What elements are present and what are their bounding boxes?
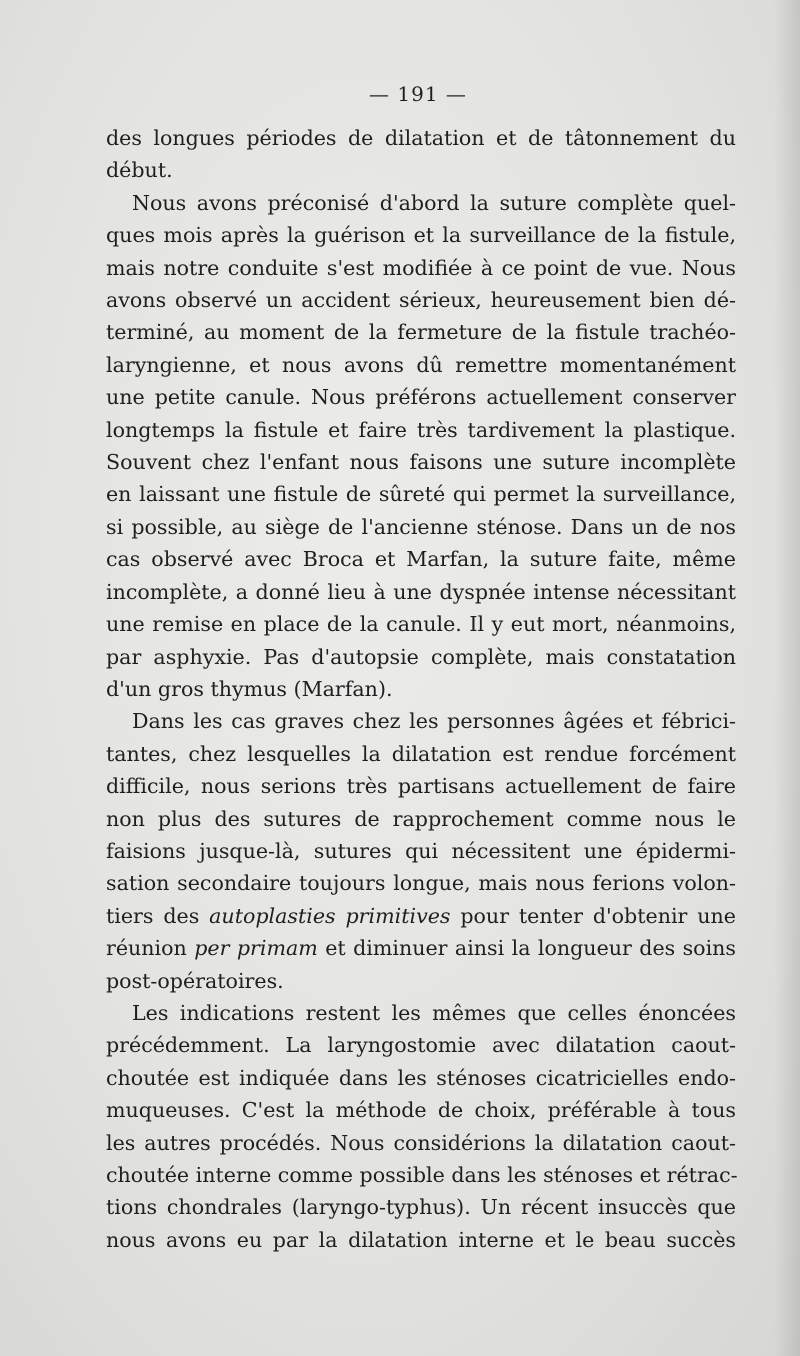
text-line: précédemment. La laryngostomie avec dilatation caout- [106,1033,736,1058]
text-line: réunion per primam et diminuer ainsi la longueur des soins [106,936,736,961]
text-line: tions chondrales (laryngo-typhus). Un récent insuccès que [106,1195,736,1220]
text-line: choutée interne comme possible dans les sténoses et rétrac- [106,1163,738,1187]
text-line: non plus des sutures de rapprochement comme nous le [106,806,736,831]
text-line: une petite canule. Nous préférons actuellement conserver [106,385,736,410]
italic-phrase: autoplasties primitives [209,903,451,928]
text-line: tantes, chez lesquelles la dilatation est rendue forcément [106,741,736,766]
text-line: tiers des autoplasties primitives pour tenter d'obtenir une [106,903,736,928]
paragraph [106,705,736,997]
text-line: choutée est indiquée dans les sténoses cicatricielles endo- [106,1065,736,1090]
text-line: des longues périodes de dilatation et de tâtonnement du [106,126,736,150]
text-line: début. [106,158,173,183]
text-line: mais notre conduite s'est modifiée à ce point de vue. Nous [106,255,736,280]
text-line: Nous avons préconisé d'abord la suture complète quel- [132,190,736,215]
text-line: avons observé un accident sérieux, heureusement bien dé- [106,288,736,313]
text-line: en laissant une fistule de sûreté qui permet la surveillance, [106,482,736,507]
text-line: longtemps la fistule et faire très tardivement la plastique. [106,417,736,442]
text-line: sation secondaire toujours longue, mais nous ferions volon- [106,871,736,896]
text-line: Dans les cas graves chez les personnes âgées et fébrici- [132,709,736,734]
text-line: laryngienne, et nous avons dû remettre momentanément [106,352,736,377]
text-line: cas observé avec Broca et Marfan, la suture faite, même [106,547,736,572]
text-line: post-opératoires. [106,968,284,993]
paragraph [106,122,736,187]
italic-phrase: per primam [194,936,318,961]
text-line: ques mois après la guérison et la surveillance de la fistule, [106,223,736,248]
paragraph [106,187,736,706]
text-line: les autres procédés. Nous considérions la dilatation caout- [106,1130,736,1155]
text-line: nous avons eu par la dilatation interne et le beau succès [106,1227,736,1252]
text-line: d'un gros thymus (Marfan). [106,676,393,701]
text-line: par asphyxie. Pas d'autopsie complète, mais constatation [106,644,736,669]
text-line: une remise en place de la canule. Il y eut mort, néanmoins, [106,612,736,637]
paragraph [106,997,736,1256]
text-line: Les indications restent les mêmes que celles énoncées [132,1000,736,1025]
text-line: Souvent chez l'enfant nous faisons une suture incomplète [106,450,736,475]
text-line: faisions jusque-là, sutures qui nécessitent une épidermi- [106,838,736,863]
text-line: muqueuses. C'est la méthode de choix, préférable à tous [106,1098,736,1123]
text-line: difficile, nous serions très partisans actuellement de faire [106,774,736,799]
text-line: incomplète, a donné lieu à une dyspnée intense nécessitant [106,579,736,604]
page-number: — 191 — [369,82,467,106]
text-line: terminé, au moment de la fermeture de la fistule trachéo- [106,320,736,345]
text-body [106,122,736,1256]
text-line: si possible, au siège de l'ancienne sténose. Dans un de nos [106,514,736,539]
